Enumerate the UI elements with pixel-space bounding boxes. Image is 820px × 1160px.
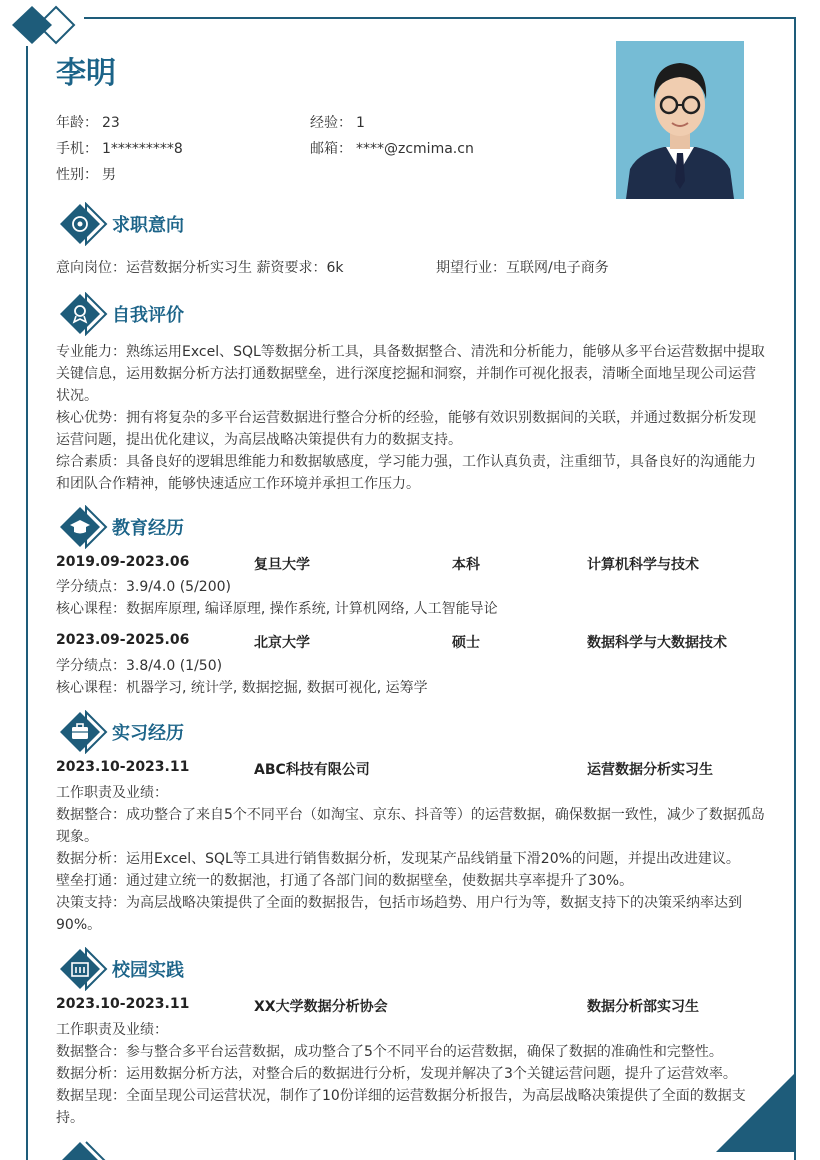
experience-value: 1 [356,115,365,131]
email-label: 邮箱： [310,141,352,157]
internship-item: 数据整合：成功整合了来自5个不同平台（如淘宝、京东、抖音等）的运营数据，确保数据一致性，减少了数据孤岛现象。 [56,807,765,845]
briefcase-icon [58,710,108,754]
self-eval-professional: 专业能力：熟练运用Excel、SQL等数据分析工具，具备数据整合、清洗和分析能力，能够从多平台运营数据中提取关键信息，运用数据分析方法打通数据壁垒，进行深度挖掘和洞察，并制作可视化报表，清晰全面地呈现公司运营状况。 [56,344,765,404]
section-title-education: 教育经历 [112,518,184,539]
email-row [310,138,474,158]
phone-value: 1*********8 [102,141,183,157]
phone-label: 手机： [56,141,98,157]
internship-item: 决策支持：为高层战略决策提供了全面的数据报告，包括市场趋势、用户行为等，数据支持下的决策采纳率达到90%。 [56,895,742,933]
self-eval-advantage: 核心优势：拥有将复杂的多平台运营数据进行整合分析的经验，能够有效识别数据间的关联，并通过数据分析发现运营问题，提出优化建议，为高层战略决策提供有力的数据支持。 [56,410,756,448]
internship-item: 数据分析：运用Excel、SQL等工具进行销售数据分析，发现某产品线销量下滑20%的问题，并提出改进建议。 [56,851,740,867]
candidate-name: 李明 [56,56,116,91]
self-eval-quality: 综合素质：具备良好的逻辑思维能力和数据敏感度，学习能力强，工作认真负责，注重细节，具备良好的沟通能力和团队合作精神，能够快速适应工作环境并承担工作压力。 [56,454,756,492]
internship-detail [56,782,768,936]
campus-item: 数据分析：运用数据分析方法，对整合后的数据进行分析，发现并解决了3个关键运营问题，提升了运营效率。 [56,1066,737,1082]
section-title-campus: 校园实践 [112,960,184,981]
age-label: 年龄： [56,115,98,131]
education-major: 计算机科学与技术 [587,557,699,573]
education-degree: 本科 [452,557,480,573]
internship-company: ABC科技有限公司 [254,762,370,778]
campus-duties-label: 工作职责及业绩： [56,1022,168,1038]
badge-icon [58,292,108,336]
frame-left-line [26,46,28,1160]
campus-period: 2023.10-2023.11 [56,996,190,1012]
target-icon [58,202,108,246]
education-row [56,632,768,654]
campus-detail [56,1019,768,1129]
internship-row [56,759,768,781]
section-title-intent: 求职意向 [112,215,184,236]
education-gpa: 学分绩点：3.9/4.0 (5/200) [56,579,231,595]
section-title-internship: 实习经历 [112,723,184,744]
campus-item: 数据整合：参与整合多平台运营数据，成功整合了5个不同平台的运营数据，确保了数据的准确性和完整性。 [56,1044,723,1060]
internship-role: 运营数据分析实习生 [587,762,713,778]
gender-row [56,164,116,184]
education-courses: 核心课程：机器学习, 统计学, 数据挖掘, 数据可视化, 运筹学 [56,680,428,696]
education-gpa: 学分绩点：3.8/4.0 (1/50) [56,658,223,674]
education-detail [56,655,768,699]
internship-duties-label: 工作职责及业绩： [56,785,168,801]
education-period: 2019.09-2023.06 [56,554,190,570]
education-row [56,554,768,576]
section-title-self-eval: 自我评价 [112,305,184,326]
intent-industry: 期望行业：互联网/电子商务 [436,260,609,276]
campus-item: 数据呈现：全面呈现公司运营状况，制作了10份详细的运营数据分析报告，为高层战略决策提供了全面的数据支持。 [56,1088,746,1126]
gender-label: 性别： [56,167,98,183]
internship-item: 壁垒打通：通过建立统一的数据池，打通了各部门间的数据壁垒，使数据共享率提升了30%。 [56,873,634,889]
age-value: 23 [102,115,120,131]
age-row [56,112,120,132]
avatar [616,41,744,199]
corner-diamond-icon [10,4,78,46]
education-major: 数据科学与大数据技术 [587,635,727,651]
self-eval-text [56,341,768,495]
frame-right-line [794,17,796,1160]
building-icon [58,947,108,991]
internship-period: 2023.10-2023.11 [56,759,190,775]
intent-position: 意向岗位：运营数据分析实习生 薪资要求：6k [56,260,344,276]
education-period: 2023.09-2025.06 [56,632,190,648]
education-detail [56,576,768,620]
frame-top-line [84,17,796,19]
experience-row [310,112,365,132]
section-next-icon [58,1140,108,1160]
campus-row [56,996,768,1018]
experience-label: 经验： [310,115,352,131]
phone-row [56,138,183,158]
education-school: 复旦大学 [254,557,310,573]
email-value: ****@zcmima.cn [356,141,474,157]
education-degree: 硕士 [452,635,480,651]
gender-value: 男 [102,167,116,183]
education-courses: 核心课程：数据库原理, 编译原理, 操作系统, 计算机网络, 人工智能导论 [56,601,498,617]
education-school: 北京大学 [254,635,310,651]
campus-role: 数据分析部实习生 [587,999,699,1015]
campus-org: XX大学数据分析协会 [254,999,388,1015]
graduation-cap-icon [58,505,108,549]
